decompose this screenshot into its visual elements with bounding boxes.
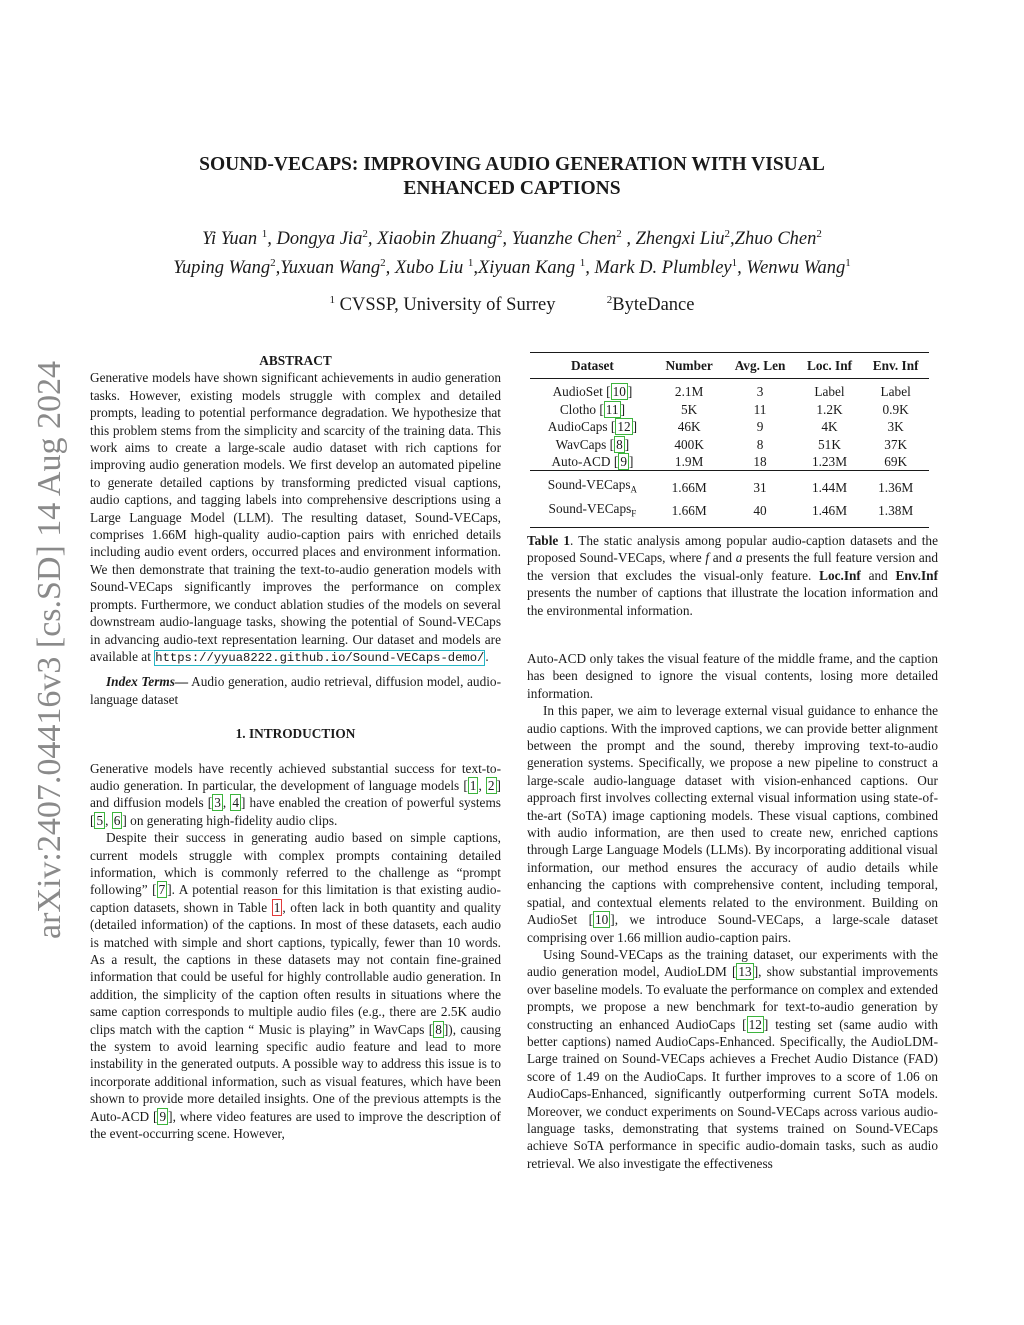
col-header: Loc. Inf — [797, 353, 863, 379]
citation-link[interactable]: 1 — [469, 777, 477, 793]
cell-number: 46K — [677, 419, 701, 435]
dataset-name: Sound-VECaps — [547, 477, 631, 493]
author-name: Xubo Liu — [394, 258, 464, 279]
table-row — [530, 401, 929, 418]
citation-link[interactable]: 8 — [616, 436, 623, 452]
affil-mark: 1 — [329, 294, 336, 306]
cell-avg-len: 3 — [756, 384, 764, 400]
title-line-1: SOUND-VECAPS: IMPROVING AUDIO GENERATION WITH VISUAL — [199, 154, 825, 175]
author-affil-mark: 1 — [579, 257, 586, 270]
dataset-comparison-table — [530, 352, 929, 528]
body-text: , show substantial improvements over baseline models. To evaluate the performance on complex and extended prompts, we propose a new benchmark for text-to-audio generation by constructing an enhanced AudioCaps — [527, 964, 938, 1032]
citation-link[interactable]: 10 — [595, 912, 609, 928]
author-affil-mark: 1 — [731, 257, 738, 270]
cell-env: 1.38M — [862, 500, 929, 528]
caption-text: and — [712, 550, 732, 566]
intro-text: . A potential reason for this limitation is that existing audio-caption datasets, shown in Table — [90, 882, 501, 915]
index-terms — [90, 673, 501, 708]
abstract-text: Generative models have shown significant achievements in audio generation tasks. However, existing models struggle with complex and detailed prompts, leading to potential performance degradation. We hypothesize that this problem stems from the simplicity and scarcity of the training data. This work aims to create a large-scale audio dataset with rich captions for improving audio generation models. We first develop an automated pipeline to generate detailed captions by transforming predicted visual captions, audio captions, and tagging labels into comprehensive descriptions using a Large Language Model (LLM). The resulting dataset, Sound-VECaps, comprises 1.66M high-quality audio-caption pairs with enriched details including audio event orders, occurred places and environment information. We then demonstrate that training the text-to-audio generation models with Sound-VECaps significantly improves the performance on complex prompts. Furthermore, we conduct ablation studies of the models on several downstream audio-language tasks, showing the potential of Sound-VECaps in advancing audio-text representation learning. Our dataset and models are available at — [90, 370, 501, 664]
intro-paragraph-2: Despite their success in generating audio based on simple captions, current models struggle with complex prompts containing detailed information, which is commonly referred to the challenge as “prompt following” [ 7 ]. A potential reason for this limitation is that existing audio-caption datasets, shown in Table 1 , often lack in both quantity and quality (detailed information) of the captions. In most of these datasets, each audio is matched with simple and short captions, typically, fewer than 10 words. As a result, the captions in these datasets may not contain fine-grained information that could be useful for highly controllable audio generation. In addition, the simplicity of the caption often results in situations where the same caption corresponds to multiple audio files (e.g., there are 2.5K audio clips match with the caption “ Music is playing” in WavCaps [ 8 ]), causing the system to avoid learning specific audio feature and lead to more instability in the generated outputs. A possible way to address this issue is to incorporate additional information, such as visual features, which have been shown to provide more detailed insights. One of the previous attempts is the Auto-ACD [ 9 ], where video features are used to improve the description of the event-occurring scene. However, — [90, 830, 501, 1142]
col-header: Avg. Len — [723, 353, 796, 379]
cell-avg-len: 18 — [753, 454, 767, 470]
intro-text: ), causing the system to avoid learning specific audio feature and lead to more instability in the generated outputs. A possible way to address this issue is to incorporate additional information, such as visual features, which have been shown to provide more detailed insights. One of the previous attempts is the Auto-ACD — [90, 1021, 501, 1124]
author-affil-mark: 2 — [270, 257, 276, 270]
citation-link[interactable]: 8 — [435, 1021, 442, 1037]
citation-link[interactable]: 12 — [748, 1016, 762, 1032]
cell-loc: Label — [814, 384, 845, 400]
cell-dataset — [530, 500, 655, 528]
citation-link[interactable]: 9 — [159, 1108, 167, 1124]
author-affil-mark: 2 — [496, 228, 503, 240]
cell-env: 69K — [884, 454, 908, 470]
citation-link[interactable]: 11 — [605, 401, 619, 417]
author-name: Dongya Jia — [276, 229, 363, 250]
table-row — [530, 436, 929, 453]
author-name: Zhuo Chen — [734, 229, 817, 250]
cell-loc: 1.23M — [811, 454, 848, 470]
cell-loc: 51K — [818, 436, 841, 452]
arxiv-stamp — [8, 350, 78, 950]
author-name: Xiaobin Zhuang — [377, 229, 497, 250]
index-terms-text: Audio generation, audio retrieval, diffusion model, audio-language dataset — [90, 674, 501, 707]
col-header: Number — [655, 353, 724, 379]
author-affil-mark: 2 — [616, 228, 622, 240]
caption-var-f: f — [705, 550, 710, 566]
author-name: Yi Yuan — [202, 229, 258, 250]
intro-text: and diffusion models — [90, 795, 204, 811]
caption-text: presents the full feature version and the version that excludes the visual-only feature. — [527, 550, 939, 583]
dataset-name: AudioSet — [552, 384, 603, 400]
caption-env-inf: Env.Inf — [895, 567, 939, 583]
cell-env: 0.9K — [882, 401, 909, 417]
author-affil-mark: 2 — [380, 257, 386, 270]
right-paragraph-3: Using Sound-VECaps as the training dataset, our experiments with the audio generation model, AudioLDM [ 13 ], show substantial improvements over baseline models. To evaluate the performance on complex and extended prompts, we propose a new benchmark for text-to-audio generation by constructing an enhanced AudioCaps [ 12 ] testing set (same audio with better captions) named AudioCaps-Enhanced. Specifically, the AudioLDM-Large trained on Sound-VECaps achieves a Frechet Audio Distance (FAD) score of 1.49 on the AudioCaps. It further improves to a score of 1.06 on AudioCaps-Enhanced, significantly outperforming current SoTA models. Moreover, we conduct experiments on Sound-VECaps across various audio-language tasks, demonstrating that systems trained on Sound-VECaps achieve SoTA performance in specific audio-domain tasks, such as audio retrieval. We also investigate the effectiveness — [527, 946, 938, 1171]
cell-avg-len: 8 — [756, 436, 764, 452]
table-ref-link[interactable]: 1 — [273, 899, 281, 915]
author-name: Wenwu Wang — [746, 258, 846, 279]
table-row — [530, 453, 929, 471]
table-header-row — [530, 353, 929, 379]
dataset-name: WavCaps — [555, 436, 607, 452]
intro-text: , where video features are used to improve the description of the event-occurring scene. However, — [90, 1108, 501, 1142]
author-affil-mark: 1 — [467, 257, 474, 270]
citation-link[interactable]: 13 — [738, 964, 752, 980]
caption-text: . The static analysis among popular audio-caption datasets and the proposed Sound-VECaps, where — [527, 533, 938, 566]
variant-subscript: A — [630, 485, 638, 496]
caption-var-a: a — [735, 550, 743, 566]
author-line-2: Yuping Wang$^2$,Yuxuan Wang$^2$, Xubo Liu $^1$,Xiyuan Kang $^1$, Mark D. Plumbley$^1$, Wenwu Wang$^1$ — [173, 257, 851, 279]
intro-text: on generating high-fidelity audio clips. — [130, 812, 338, 828]
citation-link[interactable]: 10 — [612, 384, 626, 400]
dataset-name: AudioCaps — [547, 419, 608, 435]
body-text: In this paper, we aim to leverage external visual guidance to enhance the audio captions. With the improved captions, we can provide better alignment between the prompt and the sound, thereby improving text-to-audio generation systems. Specifically, we propose a new pipeline to construct a large-scale audio-language dataset with vision-enhanced captions. Our approach first involves collecting external visual information using state-of-the-art (SoTA) image captioning models. These visual captions, combined with audio information, are then used to create new, enriched captions through Large Language Models (LLMs). By incorporating additional visual information, our method ensures the accuracy of audio details while enhancing the captions with comprehensive content, including temporal, spatial, and contextual elements related to the environment. Building on AudioSet — [527, 703, 938, 928]
table-row-ours — [530, 500, 929, 528]
paper-title — [120, 153, 904, 201]
cell-avg-len: 40 — [723, 500, 796, 528]
intro-text: Generative models have recently achieved substantial success for text-to-audio generation. In particular, the development of language models — [90, 760, 501, 793]
citation-link[interactable]: 12 — [617, 419, 631, 435]
author-affil-mark: 2 — [362, 228, 368, 240]
citation-link[interactable]: 9 — [620, 454, 627, 470]
cell-dataset: AudioCaps [ 12 ] — [547, 419, 638, 435]
cell-dataset: Auto-ACD [ 9 ] — [551, 454, 634, 470]
citation-link[interactable]: 3 — [214, 795, 221, 811]
table-row — [530, 379, 929, 401]
caption-text: and — [868, 567, 888, 583]
cell-dataset: Clotho [ 11 ] — [559, 401, 626, 417]
intro-text: Despite their success in generating audio based on simple captions, current models struggle with complex prompts containing detailed information, which is commonly referred to the challenge as “prompt following” — [90, 830, 501, 898]
cell-env: 37K — [884, 436, 908, 452]
author-name: Mark D. Plumbley — [594, 258, 732, 279]
intro-heading: 1. INTRODUCTION — [235, 726, 356, 742]
cell-avg-len: 11 — [753, 401, 767, 417]
cell-env: Label — [880, 384, 911, 400]
author-name: Yuxuan Wang — [280, 258, 381, 279]
variant-subscript: F — [631, 508, 637, 519]
right-paragraph-2: In this paper, we aim to leverage external visual guidance to enhance the audio captions. With the improved captions, we can provide better alignment between the prompt and the sound, thereby improving text-to-audio generation systems. Specifically, we propose a new pipeline to construct a large-scale audio-language dataset with vision-enhanced captions. Our approach first involves collecting external visual information using state-of-the-art (SoTA) image captioning models. These visual captions, combined with audio information, are then used to create new, enriched captions through Large Language Models (LLMs). By incorporating additional visual information, our method ensures the accuracy of audio details while enhancing the captions with comprehensive content, including temporal, spatial, and contextual elements related to the environment. Building on AudioSet [ 10 ], we introduce Sound-VECaps, a large-scale dataset comprising over 1.66 million audio-caption pairs. — [527, 703, 938, 945]
dataset-name: Clotho — [559, 401, 597, 417]
author-list — [110, 222, 914, 280]
cell-number: 1.9M — [674, 454, 704, 470]
affil-mark: 2 — [606, 294, 613, 306]
caption-text: presents the number of captions that illustrate the location information and the environmental information. — [527, 585, 938, 618]
cell-env: 3K — [887, 419, 904, 435]
dataset-name: Sound-VECaps — [548, 500, 632, 516]
abstract-heading: ABSTRACT — [259, 353, 332, 368]
author-affil-mark: 1 — [845, 257, 851, 270]
cell-number: 5K — [681, 401, 698, 417]
cell-loc: 1.46M — [797, 500, 863, 528]
affiliation-surrey: CVSSP, University of Surrey — [339, 295, 556, 316]
citation-link[interactable]: 7 — [158, 882, 166, 898]
cell-avg-len: 31 — [723, 471, 796, 500]
col-header: Env. Inf — [862, 353, 929, 379]
title-line-2: ENHANCED CAPTIONS — [403, 178, 621, 199]
cell-number: 2.1M — [674, 384, 704, 400]
cell-number: 1.66M — [655, 500, 724, 528]
arxiv-id: arXiv:2407.04416v3 [cs.SD] 14 Aug 2024 — [31, 361, 68, 939]
cell-number: 1.66M — [655, 471, 724, 500]
intro-text: , often lack in both quantity and quality (detailed information) of the captions. In most of these datasets, each audio is matched with simple and short captions, typically, fewer than 10 words. As a result, the captions in these datasets may not contain fine-grained information that could be useful for highly controllable audio generation. In addition, the simplicity of the caption often results in situations where the same caption corresponds to multiple audio files (e.g., there are 2.5K audio clips match with the caption “ Music is playing” in WavCaps — [90, 899, 501, 1037]
citation-link[interactable]: 6 — [113, 812, 121, 828]
affiliations — [200, 288, 824, 317]
cell-avg-len: 9 — [756, 419, 764, 435]
table-row — [530, 418, 929, 435]
cell-dataset — [530, 471, 655, 500]
cell-loc: 1.2K — [816, 401, 843, 417]
index-terms-label: Index Terms— — [106, 674, 189, 690]
citation-link[interactable]: 4 — [232, 795, 239, 811]
author-name: Zhengxi Liu — [635, 229, 725, 250]
citation-link[interactable]: 5 — [96, 812, 104, 828]
author-affil-mark: 1 — [261, 228, 268, 240]
dataset-name: Auto-ACD — [551, 454, 611, 470]
table-row-ours — [530, 471, 929, 500]
caption-label: Table 1 — [527, 533, 571, 548]
body-text: , we introduce Sound-VECaps, a large-scale dataset comprising over 1.66 million audio-caption pairs. — [527, 912, 938, 945]
author-affil-mark: 2 — [816, 228, 822, 240]
affiliation-bytedance: ByteDance — [612, 295, 695, 316]
author-name: Yuping Wang — [173, 258, 271, 279]
dataset-url-link[interactable]: https://yyua8222.github.io/Sound-VECaps-demo/ — [155, 650, 485, 665]
intro-paragraph-1: Generative models have recently achieved substantial success for text-to-audio generation. In particular, the development of language models [ 1 , 2 ] and diffusion models [ 3 , 4 ] have enabled the creation of powerful systems [ 5 , 6 ] on generating high-fidelity audio clips. — [90, 760, 501, 828]
abstract-body: Generative models have shown significant achievements in audio generation tasks. However, existing models struggle with complex and detailed prompts, leading to potential performance degradation. We hypothesize that this problem stems from the simplicity and scarcity of the training data. This work aims to create a large-scale audio dataset with rich captions for improving audio generation models. We first develop an automated pipeline to generate detailed captions by transforming predicted visual captions, audio captions, and tagging labels into comprehensive descriptions using a Large Language Model (LLM). The resulting dataset, Sound-VECaps, comprises 1.66M high-quality audio-caption pairs with enriched details including audio event orders, occurred places and environment information. We then demonstrate that training the text-to-audio generation models with Sound-VECaps significantly improves the performance on complex prompts. Furthermore, we conduct ablation studies of the models on several downstream audio-language tasks, showing the potential of Sound-VECaps in advancing audio-text representation learning. Our dataset and models are available at https://yyua8222.github.io/Sound-VECaps-demo/. — [90, 370, 501, 665]
cell-loc: 4K — [821, 419, 838, 435]
citation-link[interactable]: 2 — [487, 777, 495, 793]
author-line-1: Yi Yuan $^1$, Dongya Jia$^2$, Xiaobin Zhuang$^2$, Yuanzhe Chen$^2$ , Zhengxi Liu$^2$,Zhuo Chen$^2$ — [202, 228, 822, 250]
table-caption — [527, 532, 938, 619]
cell-loc: 1.44M — [797, 471, 863, 500]
left-column — [90, 352, 501, 1142]
right-paragraph-1: Auto-ACD only takes the visual feature of the middle frame, and the caption has been designed to ignore the visual contents, losing more detailed information. — [527, 651, 938, 701]
cell-env: 1.36M — [862, 471, 929, 500]
author-affil-mark: 2 — [724, 228, 731, 240]
cell-dataset: AudioSet [ 10 ] — [552, 384, 633, 400]
right-column — [527, 650, 938, 1172]
cell-dataset: WavCaps [ 8 ] — [555, 436, 630, 452]
caption-loc-inf: Loc.Inf — [819, 567, 861, 583]
body-text: Using Sound-VECaps as the training dataset, our experiments with the audio generation model, AudioLDM — [527, 946, 938, 980]
body-text: testing set (same audio with better captions) named AudioCaps-Enhanced. Specifically, the AudioLDM-Large trained on Sound-VECaps achieves a Frechet Audio Distance (FAD) score of 1.49 on the AudioCaps. It further improves to a score of 1.06 on AudioCaps-Enhanced, significantly outperforming current SoTA models. Moreover, we conduct experiments on Sound-VECaps across various audio-language tasks, demonstrating that systems trained on Sound-VECaps achieve SoTA performance in specific audio-domain tasks, such as audio retrieval. We also investigate the effectiveness — [527, 1016, 938, 1171]
author-name: Xiyuan Kang — [477, 258, 576, 279]
intro-text: have enabled the creation of powerful systems — [249, 795, 501, 811]
col-header: Dataset — [530, 353, 655, 379]
author-name: Yuanzhe Chen — [511, 229, 617, 250]
cell-number: 400K — [674, 436, 704, 452]
